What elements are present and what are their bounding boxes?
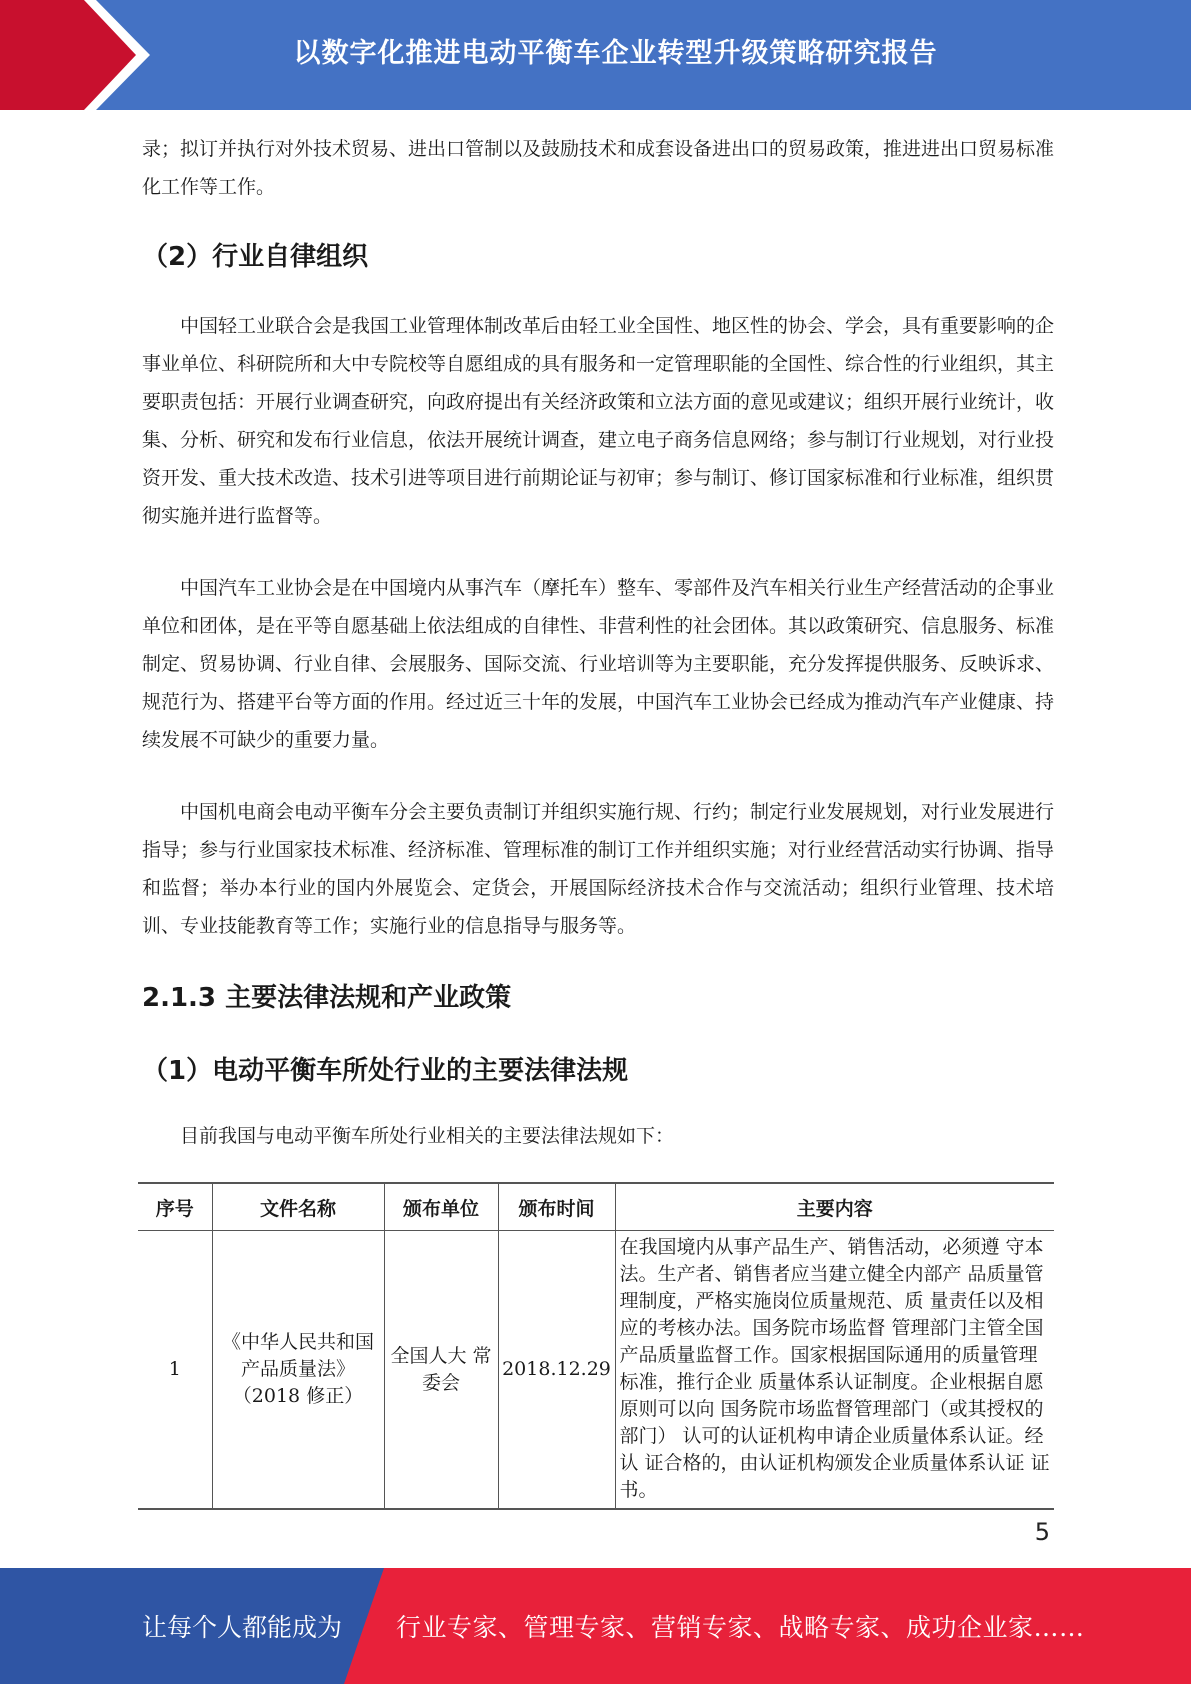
footer-slogan-left: 让每个人都能成为	[142, 1613, 343, 1642]
table-row	[138, 1231, 1054, 1510]
heading-section-2-1-3: 2.1.3 主要法律法规和产业政策	[142, 983, 512, 1013]
cell-document-name: 《中华人民共和国产品质量法》（2018 修正）	[212, 1231, 384, 1510]
cell-issuing-authority: 全国人大 常委会	[384, 1231, 498, 1510]
header-serial-number: 序号	[138, 1183, 212, 1231]
header-issuing-authority: 颁布单位	[384, 1183, 498, 1231]
heading-main-laws: （1）电动平衡车所处行业的主要法律法规	[142, 1056, 629, 1086]
paragraph-laws-intro: 目前我国与电动平衡车所处行业相关的主要法律法规如下：	[180, 1125, 675, 1147]
page-footer	[0, 1568, 1191, 1684]
table-header-row	[138, 1183, 1054, 1231]
cell-main-content: 在我国境内从事产品生产、销售活动，必须遵 守本法。生产者、销售者应当建立健全内部产 品质量管理制度，严格实施岗位质量规范、质 量责任以及相应的考核办法。国务院市场监督 管理部门主管全国产品质量监督工作。国家根据国际通用的质量管理标准，推行企业 质量体系认证制度。企业根据自愿原则可以向 国务院市场监督管理部门（或其授权的部门） 认可的认证机构申请企业质量体系认证。经认 证合格的，由认证机构颁发企业质量体系认证 证书。	[615, 1231, 1054, 1510]
paragraph-balance-vehicle-branch: 中国机电商会电动平衡车分会主要负责制订并组织实施行规、行约；制定行业发展规划，对行业发展进行指导；参与行业国家技术标准、经济标准、管理标准的制订工作并组织实施；对行业经营活动实行协调、指导和监督；举办本行业的国内外展览会、定货会，开展国际经济技术合作与交流活动；组织行业管理、技术培训、专业技能教育等工作；实施行业的信息指导与服务等。	[142, 801, 1055, 937]
laws-table	[138, 1182, 1054, 1510]
paragraph-auto-industry-association: 中国汽车工业协会是在中国境内从事汽车（摩托车）整车、零部件及汽车相关行业生产经营活动的企事业单位和团体，是在平等自愿基础上依法组成的自律性、非营利性的社会团体。其以政策研究、信息服务、标准制定、贸易协调、行业自律、会展服务、国际交流、行业培训等为主要职能，充分发挥提供服务、反映诉求、规范行为、搭建平台等方面的作用。经过近三十年的发展，中国汽车工业协会已经成为推动汽车产业健康、持续发展不可缺少的重要力量。	[142, 577, 1055, 751]
cell-serial-number: 1	[138, 1231, 212, 1510]
footer-slogan-right: 行业专家、管理专家、营销专家、战略专家、成功企业家……	[396, 1613, 1085, 1642]
heading-self-regulatory-organizations: （2）行业自律组织	[142, 242, 369, 272]
report-title: 以数字化推进电动平衡车企业转型升级策略研究报告	[293, 37, 938, 69]
page-header	[0, 0, 1191, 110]
paragraph-intro-continuation: 录；拟订并执行对外技术贸易、进出口管制以及鼓励技术和成套设备进出口的贸易政策，推进进出口贸易标准化工作等工作。	[142, 138, 1055, 198]
header-main-content: 主要内容	[615, 1183, 1054, 1231]
header-document-name: 文件名称	[212, 1183, 384, 1231]
page-number: 5	[1034, 1518, 1050, 1546]
paragraph-light-industry-federation: 中国轻工业联合会是我国工业管理体制改革后由轻工业全国性、地区性的协会、学会，具有重要影响的企事业单位、科研院所和大中专院校等自愿组成的具有服务和一定管理职能的全国性、综合性的行业组织，其主要职责包括：开展行业调查研究，向政府提出有关经济政策和立法方面的意见或建议；组织开展行业统计，收集、分析、研究和发布行业信息，依法开展统计调查，建立电子商务信息网络；参与制订行业规划，对行业投资开发、重大技术改造、技术引进等项目进行前期论证与初审；参与制订、修订国家标准和行业标准，组织贯彻实施并进行监督等。	[142, 315, 1055, 527]
cell-issue-date: 2018.12.29	[498, 1231, 615, 1510]
header-issue-date: 颁布时间	[498, 1183, 615, 1231]
main-content	[142, 130, 1054, 1155]
